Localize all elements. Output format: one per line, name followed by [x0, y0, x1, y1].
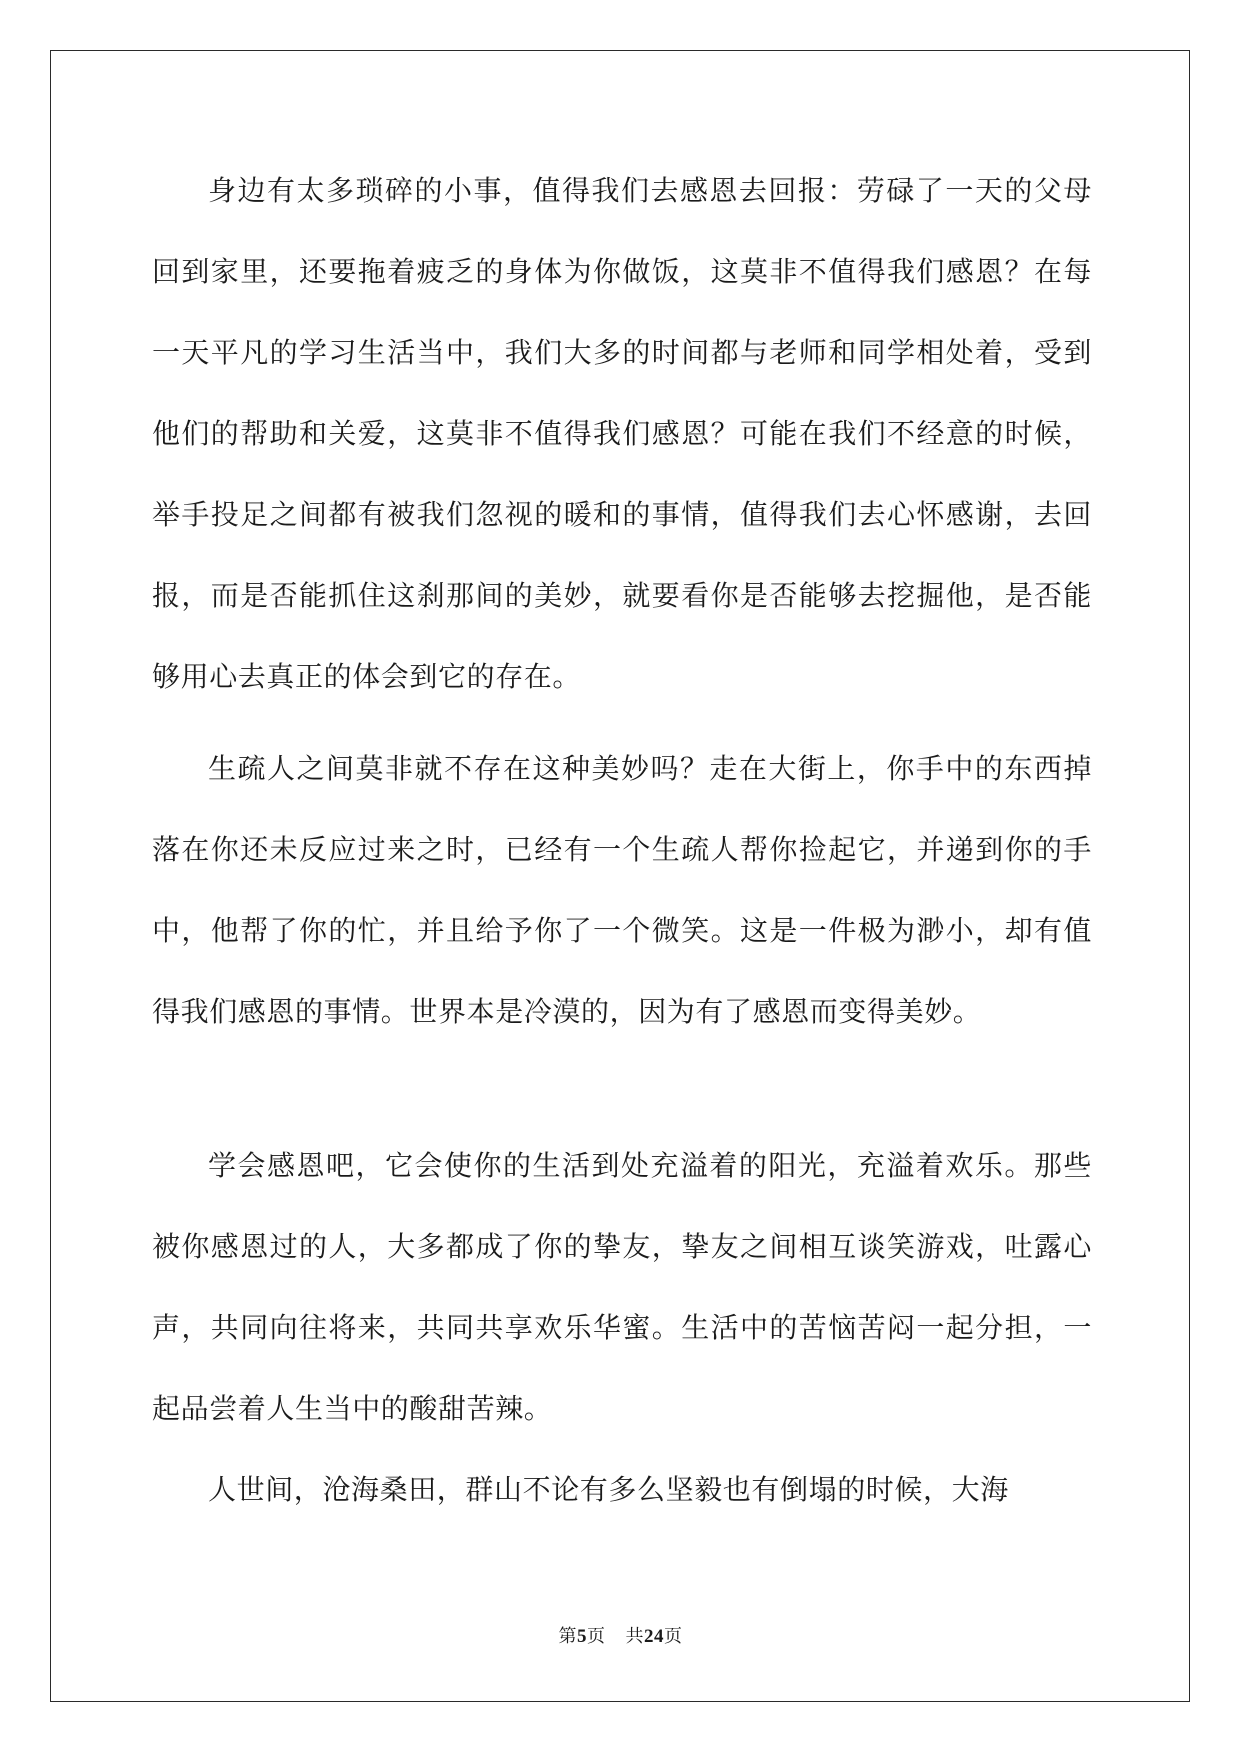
paragraph-4: 人世间，沧海桑田，群山不论有多么坚毅也有倒塌的时候，大海 [208, 1473, 1009, 1506]
page-number: 5 [577, 1626, 587, 1647]
paragraph-2: 生疏人之间莫非就不存在这种美妙吗？走在大街上，你手中的东西掉落在你还未反应过来之时，已经有一个生疏人帮你捡起它，并递到你的手中，他帮了你的忙，并且给予你了一个微笑。这是一件极为渺小，却有值得我们感恩的事情。世界本是冷漠的，因为有了感恩而变得美妙。 [152, 752, 1092, 1028]
page-suffix: 页 [587, 1626, 606, 1647]
page-footer [0, 1622, 1241, 1648]
page-prefix: 第 [558, 1626, 577, 1647]
total-prefix: 共 [625, 1626, 644, 1647]
paragraph-3: 学会感恩吧，它会使你的生活到处充溢着的阳光，充溢着欢乐。那些被你感恩过的人，大多都成了你的挚友，挚友之间相互谈笑游戏，吐露心声，共同向往将来，共同共享欢乐华蜜。生活中的苦恼苦闷一起分担，一起品尝着人生当中的酸甜苦辣。 [152, 1149, 1092, 1425]
paragraph-1: 身边有太多琐碎的小事，值得我们去感恩去回报：劳碌了一天的父母回到家里，还要拖着疲乏的身体为你做饭，这莫非不值得我们感恩？在每一天平凡的学习生活当中，我们大多的时间都与老师和同学相处着，受到他们的帮助和关爱，这莫非不值得我们感恩？可能在我们不经意的时候，举手投足之间都有被我们忽视的暖和的事情，值得我们去心怀感谢，去回报，而是否能抓住这刹那间的美妙，就要看你是否能够去挖掘他，是否能够用心去真正的体会到它的存在。 [152, 174, 1092, 693]
total-suffix: 页 [664, 1626, 683, 1647]
page-total: 24 [644, 1626, 664, 1647]
